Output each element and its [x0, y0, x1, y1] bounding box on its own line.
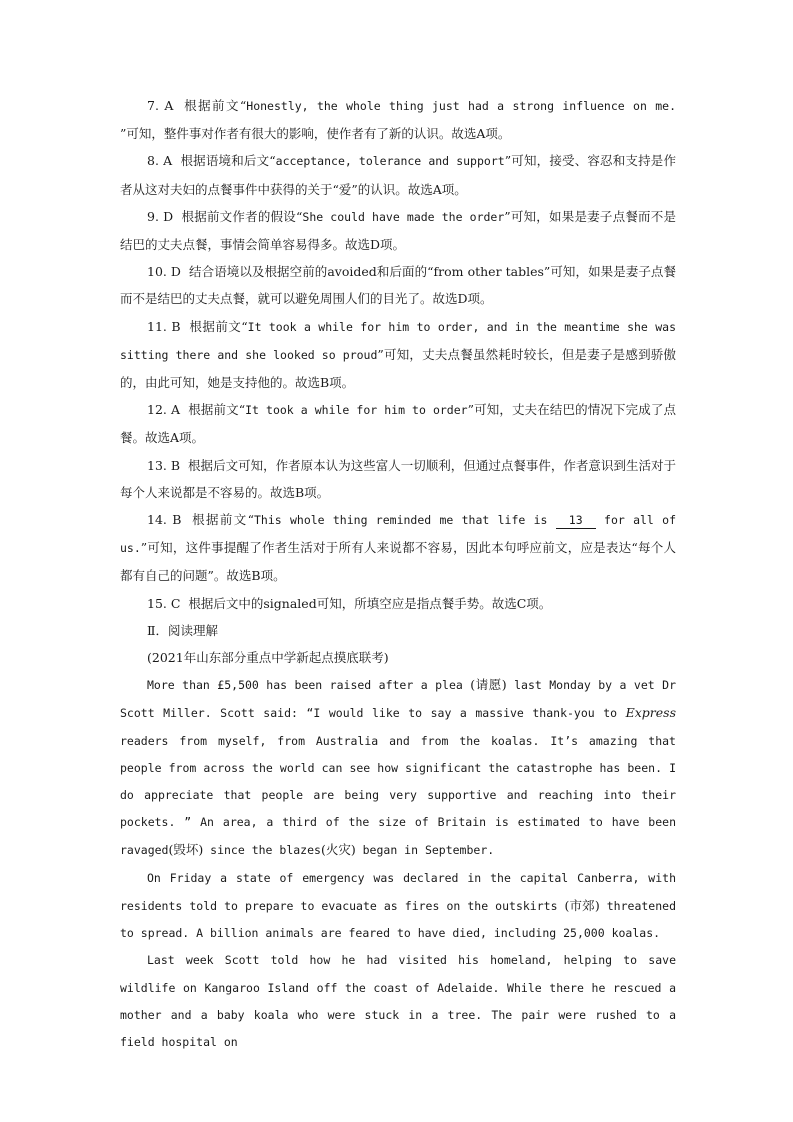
passage-text: More than £5,500 has been raised after a plea	[147, 678, 471, 693]
answer-explanation: ”可知，接受、容忍和支持是作者从这对夫妇的点餐事件中获得的关于“爱”的认识。故选A项。	[120, 153, 676, 197]
answer-number: 10. D	[147, 264, 181, 280]
gloss: (毁坏)	[168, 842, 204, 858]
answer-explanation: ”可知，丈夫在结巴的情况下完成了点餐。故选A项。	[120, 402, 676, 446]
passage-text: since the blazes	[203, 843, 321, 858]
answer-12	[120, 396, 676, 451]
answer-explanation: 根据后文可知，作者原本认为这些富人一切顺利，但通过点餐事件，作者意识到生活对于每个人来说都是不容易的。故选B项。	[120, 457, 676, 500]
answer-quote: for all of us.	[120, 513, 677, 556]
passage-text: threatened to spread. A billion animals are feared to have died, including 25,000 koalas.	[120, 898, 676, 941]
answer-number: 11. B	[147, 318, 181, 334]
answer-number: 7. A	[147, 98, 174, 113]
answer-explanation: ”可知，丈夫点餐虽然耗时较长，但是妻子是感到骄傲的，由此可知，她是支持他的。故选B项。	[120, 346, 676, 391]
answer-11	[120, 313, 676, 397]
answer-explanation: 根据前文“	[184, 98, 247, 113]
answer-explanation: ”可知，如果是妻子点餐而不是结巴的丈夫点餐，就可以避免周围人们的目光了。故选D项。	[120, 264, 676, 307]
section-heading: Ⅱ．阅读理解	[147, 622, 218, 638]
passage-paragraph-3	[120, 947, 676, 1056]
gloss: (火灾)	[320, 842, 356, 858]
answer-explanation: ”可知，这件事提醒了作者生活对于所有人来说都不容易，因此本句呼应前文，应是表达“每个人都有自己的问题”。故选B项。	[120, 540, 676, 584]
answer-number: 14. B	[147, 512, 182, 528]
publication-name: Express	[625, 705, 676, 721]
gloss: (请愿)	[470, 677, 507, 693]
passage-text: Last week Scott told how he had visited his homeland, helping to save wildlife on Kangaroo Island off the coast of Adelaide. While there he rescued a mother and a baby koala who were stuck in a tree. The pair were rushed to a field hospital on	[120, 953, 676, 1049]
answer-number: 12. A	[147, 402, 181, 418]
answer-explanation: 根据后文中的	[188, 595, 264, 611]
answer-explanation: ”可知，整件事对作者有很大的影响，使作者有了新的认识。故选A项。	[120, 126, 511, 142]
answer-7	[120, 92, 676, 147]
answer-number: 13. B	[147, 457, 181, 473]
answer-quote: It took a while for him to order, and in the meantime she was sitting there and she looked so proud	[120, 319, 677, 362]
answer-number: 15. C	[147, 595, 181, 611]
answer-explanation: 根据前文“	[192, 512, 254, 528]
answer-explanation: 和后面的“	[376, 264, 434, 280]
answer-quote: It took a while for him to order	[245, 403, 468, 418]
passage-text: On Friday a state of emergency was declared in the capital Canberra, with residents told to prepare to evacuate as fires on the outskirts	[120, 870, 676, 913]
answer-quote: avoided	[327, 264, 377, 280]
passage-source: (2021年山东部分重点中学新起点摸底联考)	[147, 650, 389, 666]
answer-blank: 13	[556, 513, 596, 529]
gloss: (市郊)	[564, 897, 600, 913]
answer-quote: from other tables	[433, 264, 544, 280]
answer-number: 9. D	[147, 208, 174, 224]
answer-quote: acceptance, tolerance and support	[275, 154, 505, 169]
answer-explanation: 结合语境以及根据空前的	[189, 264, 328, 280]
answer-number: 8. A	[147, 153, 173, 169]
passage-paragraph-1	[120, 671, 676, 864]
answer-quote: This whole thing reminded me that life is	[253, 513, 556, 528]
answer-explanation: 根据语境和后文“	[180, 153, 276, 169]
answer-9	[120, 203, 676, 258]
answer-15	[120, 590, 676, 617]
answer-explanation: 根据前文“	[188, 402, 246, 418]
passage-paragraph-2	[120, 865, 676, 948]
answer-explanation: ”可知，如果是妻子点餐而不是结巴的丈夫点餐，事情会简单容易得多。故选D项。	[120, 208, 676, 253]
answer-13	[120, 452, 676, 506]
passage-text: began in September.	[355, 843, 495, 858]
answer-10	[120, 258, 676, 312]
answer-8	[120, 147, 676, 202]
passage-text: readers from myself, from Australia and from the koalas. It’s amazing that people from across the world can see how significant the catastrophe has been. I do appreciate that people are being very supportive and reaching into their pockets. ” An area, a third of the size of Britain is estimated to have been ravaged	[120, 733, 676, 858]
passage-text: last Monday by a vet Dr Scott Miller. Scott said: “I would like to say a massive thank-you to	[120, 678, 676, 721]
answer-quote: signaled	[263, 595, 317, 611]
answer-quote: Honestly, the whole thing just had a strong influence on me.	[246, 99, 676, 113]
answer-explanation: 可知，所填空应是指点餐手势。故选C项。	[316, 595, 552, 611]
answer-quote: She could have made the order	[302, 209, 505, 224]
page-content	[120, 92, 676, 1056]
answer-explanation: 根据前文作者的假设“	[181, 208, 303, 224]
answer-explanation: 根据前文“	[189, 318, 248, 334]
answer-14	[120, 506, 676, 590]
